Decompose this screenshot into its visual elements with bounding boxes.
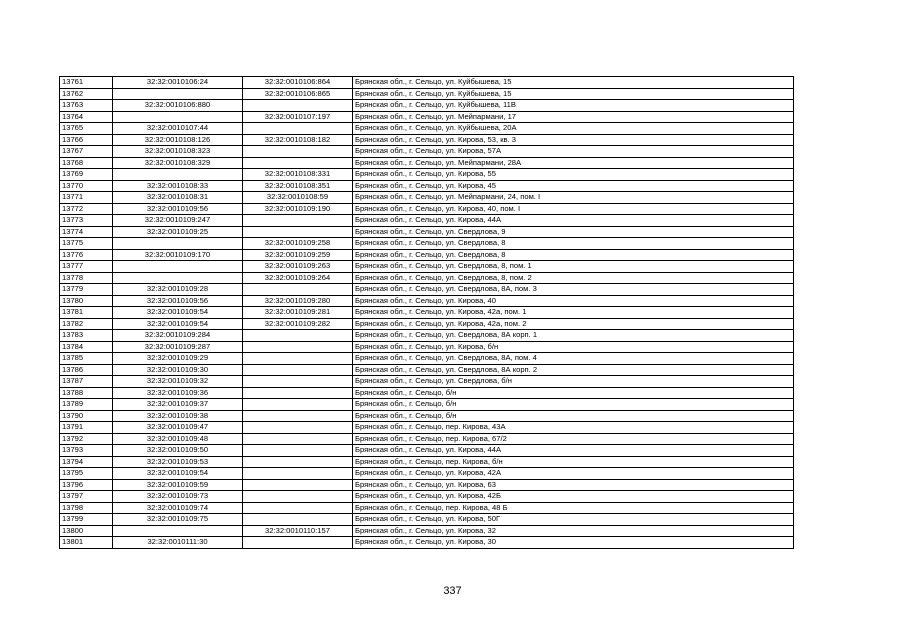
address-cell: Брянская обл., г. Сельцо, ул. Свердлова, 8 xyxy=(353,249,794,261)
cadastral-number-cell: 32:32:0010109:56 xyxy=(113,295,243,307)
cadastral-number-cell xyxy=(113,111,243,123)
cadastral-number-cell: 32:32:0010108:126 xyxy=(113,134,243,146)
table-row xyxy=(60,341,794,353)
table-row xyxy=(60,284,794,296)
cadastral-number-cell xyxy=(113,272,243,284)
address-cell: Брянская обл., г. Сельцо, ул. Свердлова, 8 xyxy=(353,238,794,250)
table-row xyxy=(60,88,794,100)
address-cell: Брянская обл., г. Сельцо, пер. Кирова, 67/2 xyxy=(353,433,794,445)
cadastral-number-cell: 32:32:0010109:28 xyxy=(113,284,243,296)
row-number-cell: 13761 xyxy=(60,77,113,89)
row-number-cell: 13770 xyxy=(60,180,113,192)
table-row xyxy=(60,445,794,457)
address-cell: Брянская обл., г. Сельцо, ул. Кирова, 32 xyxy=(353,525,794,537)
table-row xyxy=(60,456,794,468)
address-cell: Брянская обл., г. Сельцо, ул. Свердлова, 8, пом. 1 xyxy=(353,261,794,273)
linked-cadastral-number-cell: 32:32:0010109:259 xyxy=(243,249,353,261)
address-cell: Брянская обл., г. Сельцо, пер. Кирова, 48 Б xyxy=(353,502,794,514)
linked-cadastral-number-cell xyxy=(243,387,353,399)
row-number-cell: 13789 xyxy=(60,399,113,411)
row-number-cell: 13769 xyxy=(60,169,113,181)
cadastral-number-cell: 32:32:0010109:37 xyxy=(113,399,243,411)
linked-cadastral-number-cell xyxy=(243,353,353,365)
table-row xyxy=(60,180,794,192)
row-number-cell: 13782 xyxy=(60,318,113,330)
linked-cadastral-number-cell xyxy=(243,157,353,169)
table-row xyxy=(60,203,794,215)
address-cell: Брянская обл., г. Сельцо, ул. Кирова, 42Б xyxy=(353,491,794,503)
cadastral-number-cell: 32:32:0010109:170 xyxy=(113,249,243,261)
cadastral-number-cell: 32:32:0010109:32 xyxy=(113,376,243,388)
row-number-cell: 13800 xyxy=(60,525,113,537)
linked-cadastral-number-cell xyxy=(243,433,353,445)
row-number-cell: 13784 xyxy=(60,341,113,353)
table-row xyxy=(60,238,794,250)
linked-cadastral-number-cell xyxy=(243,445,353,457)
cadastral-number-cell: 32:32:0010108:323 xyxy=(113,146,243,158)
row-number-cell: 13772 xyxy=(60,203,113,215)
cadastral-number-cell: 32:32:0010109:54 xyxy=(113,318,243,330)
row-number-cell: 13788 xyxy=(60,387,113,399)
table-row xyxy=(60,399,794,411)
table-row xyxy=(60,261,794,273)
table-row xyxy=(60,479,794,491)
address-cell: Брянская обл., г. Сельцо, ул. Кирова, 40, пом. I xyxy=(353,203,794,215)
row-number-cell: 13797 xyxy=(60,491,113,503)
table-row xyxy=(60,410,794,422)
linked-cadastral-number-cell xyxy=(243,123,353,135)
row-number-cell: 13801 xyxy=(60,537,113,549)
address-cell: Брянская обл., г. Сельцо, ул. Куйбышева, 11В xyxy=(353,100,794,112)
linked-cadastral-number-cell: 32:32:0010109:282 xyxy=(243,318,353,330)
address-cell: Брянская обл., г. Сельцо, ул. Свердлова, 8А корп. 1 xyxy=(353,330,794,342)
table-row xyxy=(60,226,794,238)
table-row xyxy=(60,433,794,445)
address-cell: Брянская обл., г. Сельцо, ул. Кирова, 44А xyxy=(353,215,794,227)
linked-cadastral-number-cell: 32:32:0010109:263 xyxy=(243,261,353,273)
cadastral-number-cell: 32:32:0010109:56 xyxy=(113,203,243,215)
row-number-cell: 13773 xyxy=(60,215,113,227)
address-cell: Брянская обл., г. Сельцо, ул. Кирова, 40 xyxy=(353,295,794,307)
row-number-cell: 13776 xyxy=(60,249,113,261)
cadastral-number-cell: 32:32:0010108:31 xyxy=(113,192,243,204)
table-row xyxy=(60,272,794,284)
cadastral-number-cell: 32:32:0010109:36 xyxy=(113,387,243,399)
table-row xyxy=(60,491,794,503)
linked-cadastral-number-cell xyxy=(243,376,353,388)
row-number-cell: 13766 xyxy=(60,134,113,146)
address-cell: Брянская обл., г. Сельцо, ул. Кирова, 45 xyxy=(353,180,794,192)
address-cell: Брянская обл., г. Сельцо, пер. Кирова, 43А xyxy=(353,422,794,434)
address-cell: Брянская обл., г. Сельцо, ул. Мейпармани, 28А xyxy=(353,157,794,169)
cadastral-number-cell xyxy=(113,238,243,250)
cadastral-number-cell: 32:32:0010109:284 xyxy=(113,330,243,342)
linked-cadastral-number-cell xyxy=(243,479,353,491)
cadastral-number-cell: 32:32:0010109:53 xyxy=(113,456,243,468)
row-number-cell: 13799 xyxy=(60,514,113,526)
linked-cadastral-number-cell xyxy=(243,468,353,480)
row-number-cell: 13778 xyxy=(60,272,113,284)
address-cell: Брянская обл., г. Сельцо, ул. Кирова, 42а, пом. 2 xyxy=(353,318,794,330)
cadastral-number-cell: 32:32:0010108:329 xyxy=(113,157,243,169)
cadastral-number-cell: 32:32:0010106:24 xyxy=(113,77,243,89)
cadastral-number-cell: 32:32:0010109:74 xyxy=(113,502,243,514)
linked-cadastral-number-cell xyxy=(243,399,353,411)
address-cell: Брянская обл., г. Сельцо, ул. Свердлова, 8А, пом. 3 xyxy=(353,284,794,296)
linked-cadastral-number-cell xyxy=(243,215,353,227)
row-number-cell: 13796 xyxy=(60,479,113,491)
table-row xyxy=(60,100,794,112)
row-number-cell: 13798 xyxy=(60,502,113,514)
cadastral-number-cell: 32:32:0010109:30 xyxy=(113,364,243,376)
linked-cadastral-number-cell: 32:32:0010109:281 xyxy=(243,307,353,319)
table-row xyxy=(60,525,794,537)
register-table xyxy=(59,76,794,549)
table-row xyxy=(60,134,794,146)
linked-cadastral-number-cell: 32:32:0010108:331 xyxy=(243,169,353,181)
linked-cadastral-number-cell: 32:32:0010110:157 xyxy=(243,525,353,537)
address-cell: Брянская обл., г. Сельцо, ул. Свердлова, 9 xyxy=(353,226,794,238)
linked-cadastral-number-cell xyxy=(243,491,353,503)
cadastral-number-cell: 32:32:0010109:25 xyxy=(113,226,243,238)
row-number-cell: 13791 xyxy=(60,422,113,434)
cadastral-number-cell: 32:32:0010109:29 xyxy=(113,353,243,365)
table-row xyxy=(60,192,794,204)
cadastral-number-cell: 32:32:0010109:54 xyxy=(113,468,243,480)
cadastral-number-cell xyxy=(113,88,243,100)
address-cell: Брянская обл., г. Сельцо, ул. Мейпармани, 24, пом. I xyxy=(353,192,794,204)
row-number-cell: 13795 xyxy=(60,468,113,480)
row-number-cell: 13783 xyxy=(60,330,113,342)
cadastral-number-cell: 32:32:0010106:880 xyxy=(113,100,243,112)
row-number-cell: 13781 xyxy=(60,307,113,319)
row-number-cell: 13764 xyxy=(60,111,113,123)
table-row xyxy=(60,307,794,319)
linked-cadastral-number-cell xyxy=(243,226,353,238)
address-cell: Брянская обл., г. Сельцо, ул. Кирова, 44А xyxy=(353,445,794,457)
cadastral-number-cell: 32:32:0010109:247 xyxy=(113,215,243,227)
cadastral-number-cell: 32:32:0010109:54 xyxy=(113,307,243,319)
table-row xyxy=(60,422,794,434)
cadastral-number-cell: 32:32:0010109:50 xyxy=(113,445,243,457)
row-number-cell: 13786 xyxy=(60,364,113,376)
table-row xyxy=(60,169,794,181)
table-row xyxy=(60,468,794,480)
cadastral-number-cell: 32:32:0010107:44 xyxy=(113,123,243,135)
linked-cadastral-number-cell xyxy=(243,100,353,112)
table-row xyxy=(60,353,794,365)
cadastral-number-cell: 32:32:0010111:30 xyxy=(113,537,243,549)
table-row xyxy=(60,215,794,227)
cadastral-number-cell: 32:32:0010109:287 xyxy=(113,341,243,353)
table-row xyxy=(60,111,794,123)
linked-cadastral-number-cell: 32:32:0010108:351 xyxy=(243,180,353,192)
address-cell: Брянская обл., г. Сельцо, ул. Кирова, 63 xyxy=(353,479,794,491)
linked-cadastral-number-cell xyxy=(243,422,353,434)
address-cell: Брянская обл., г. Сельцо, б/н xyxy=(353,410,794,422)
table-row xyxy=(60,387,794,399)
linked-cadastral-number-cell xyxy=(243,341,353,353)
table-row xyxy=(60,295,794,307)
row-number-cell: 13765 xyxy=(60,123,113,135)
table-row xyxy=(60,502,794,514)
table-row xyxy=(60,330,794,342)
row-number-cell: 13794 xyxy=(60,456,113,468)
linked-cadastral-number-cell xyxy=(243,410,353,422)
linked-cadastral-number-cell xyxy=(243,330,353,342)
table-row xyxy=(60,146,794,158)
table-row xyxy=(60,157,794,169)
linked-cadastral-number-cell: 32:32:0010108:59 xyxy=(243,192,353,204)
table-row xyxy=(60,318,794,330)
linked-cadastral-number-cell xyxy=(243,364,353,376)
address-cell: Брянская обл., г. Сельцо, ул. Мейпармани, 17 xyxy=(353,111,794,123)
linked-cadastral-number-cell: 32:32:0010109:264 xyxy=(243,272,353,284)
linked-cadastral-number-cell xyxy=(243,537,353,549)
address-cell: Брянская обл., г. Сельцо, б/н xyxy=(353,399,794,411)
address-cell: Брянская обл., г. Сельцо, ул. Свердлова, б/н xyxy=(353,376,794,388)
row-number-cell: 13771 xyxy=(60,192,113,204)
row-number-cell: 13777 xyxy=(60,261,113,273)
table-row xyxy=(60,364,794,376)
address-cell: Брянская обл., г. Сельцо, ул. Свердлова, 8А корп. 2 xyxy=(353,364,794,376)
cadastral-number-cell: 32:32:0010109:47 xyxy=(113,422,243,434)
address-cell: Брянская обл., г. Сельцо, ул. Кирова, 53, кв. 3 xyxy=(353,134,794,146)
row-number-cell: 13785 xyxy=(60,353,113,365)
linked-cadastral-number-cell xyxy=(243,514,353,526)
table-row xyxy=(60,77,794,89)
cadastral-number-cell: 32:32:0010109:73 xyxy=(113,491,243,503)
row-number-cell: 13793 xyxy=(60,445,113,457)
address-cell: Брянская обл., г. Сельцо, ул. Куйбышева, 15 xyxy=(353,77,794,89)
linked-cadastral-number-cell: 32:32:0010109:258 xyxy=(243,238,353,250)
table-row xyxy=(60,376,794,388)
linked-cadastral-number-cell: 32:32:0010106:865 xyxy=(243,88,353,100)
linked-cadastral-number-cell xyxy=(243,146,353,158)
cadastral-number-cell: 32:32:0010108:33 xyxy=(113,180,243,192)
cadastral-number-cell: 32:32:0010109:75 xyxy=(113,514,243,526)
linked-cadastral-number-cell xyxy=(243,502,353,514)
address-cell: Брянская обл., г. Сельцо, ул. Кирова, 55 xyxy=(353,169,794,181)
row-number-cell: 13787 xyxy=(60,376,113,388)
cadastral-number-cell xyxy=(113,261,243,273)
row-number-cell: 13790 xyxy=(60,410,113,422)
table-row xyxy=(60,123,794,135)
row-number-cell: 13763 xyxy=(60,100,113,112)
row-number-cell: 13779 xyxy=(60,284,113,296)
linked-cadastral-number-cell: 32:32:0010107:197 xyxy=(243,111,353,123)
cadastral-number-cell xyxy=(113,525,243,537)
row-number-cell: 13775 xyxy=(60,238,113,250)
table-row xyxy=(60,249,794,261)
page-number: 337 xyxy=(443,585,462,597)
linked-cadastral-number-cell: 32:32:0010109:190 xyxy=(243,203,353,215)
row-number-cell: 13792 xyxy=(60,433,113,445)
cadastral-number-cell xyxy=(113,169,243,181)
linked-cadastral-number-cell: 32:32:0010106:864 xyxy=(243,77,353,89)
linked-cadastral-number-cell: 32:32:0010108:182 xyxy=(243,134,353,146)
register-table-body xyxy=(60,77,794,549)
address-cell: Брянская обл., г. Сельцо, пер. Кирова, б/н xyxy=(353,456,794,468)
address-cell: Брянская обл., г. Сельцо, ул. Кирова, 42а, пом. 1 xyxy=(353,307,794,319)
linked-cadastral-number-cell xyxy=(243,456,353,468)
address-cell: Брянская обл., г. Сельцо, ул. Куйбышева, 20А xyxy=(353,123,794,135)
cadastral-number-cell: 32:32:0010109:59 xyxy=(113,479,243,491)
linked-cadastral-number-cell xyxy=(243,284,353,296)
address-cell: Брянская обл., г. Сельцо, ул. Свердлова, 8, пом. 2 xyxy=(353,272,794,284)
row-number-cell: 13762 xyxy=(60,88,113,100)
row-number-cell: 13768 xyxy=(60,157,113,169)
address-cell: Брянская обл., г. Сельцо, ул. Кирова, б/н xyxy=(353,341,794,353)
address-cell: Брянская обл., г. Сельцо, б/н xyxy=(353,387,794,399)
address-cell: Брянская обл., г. Сельцо, ул. Кирова, 42А xyxy=(353,468,794,480)
linked-cadastral-number-cell: 32:32:0010109:280 xyxy=(243,295,353,307)
row-number-cell: 13780 xyxy=(60,295,113,307)
cadastral-number-cell: 32:32:0010109:38 xyxy=(113,410,243,422)
address-cell: Брянская обл., г. Сельцо, ул. Куйбышева, 15 xyxy=(353,88,794,100)
address-cell: Брянская обл., г. Сельцо, ул. Свердлова, 8А, пом. 4 xyxy=(353,353,794,365)
address-cell: Брянская обл., г. Сельцо, ул. Кирова, 30 xyxy=(353,537,794,549)
address-cell: Брянская обл., г. Сельцо, ул. Кирова, 50Г xyxy=(353,514,794,526)
table-row xyxy=(60,537,794,549)
row-number-cell: 13767 xyxy=(60,146,113,158)
address-cell: Брянская обл., г. Сельцо, ул. Кирова, 57А xyxy=(353,146,794,158)
row-number-cell: 13774 xyxy=(60,226,113,238)
table-row xyxy=(60,514,794,526)
cadastral-number-cell: 32:32:0010109:48 xyxy=(113,433,243,445)
